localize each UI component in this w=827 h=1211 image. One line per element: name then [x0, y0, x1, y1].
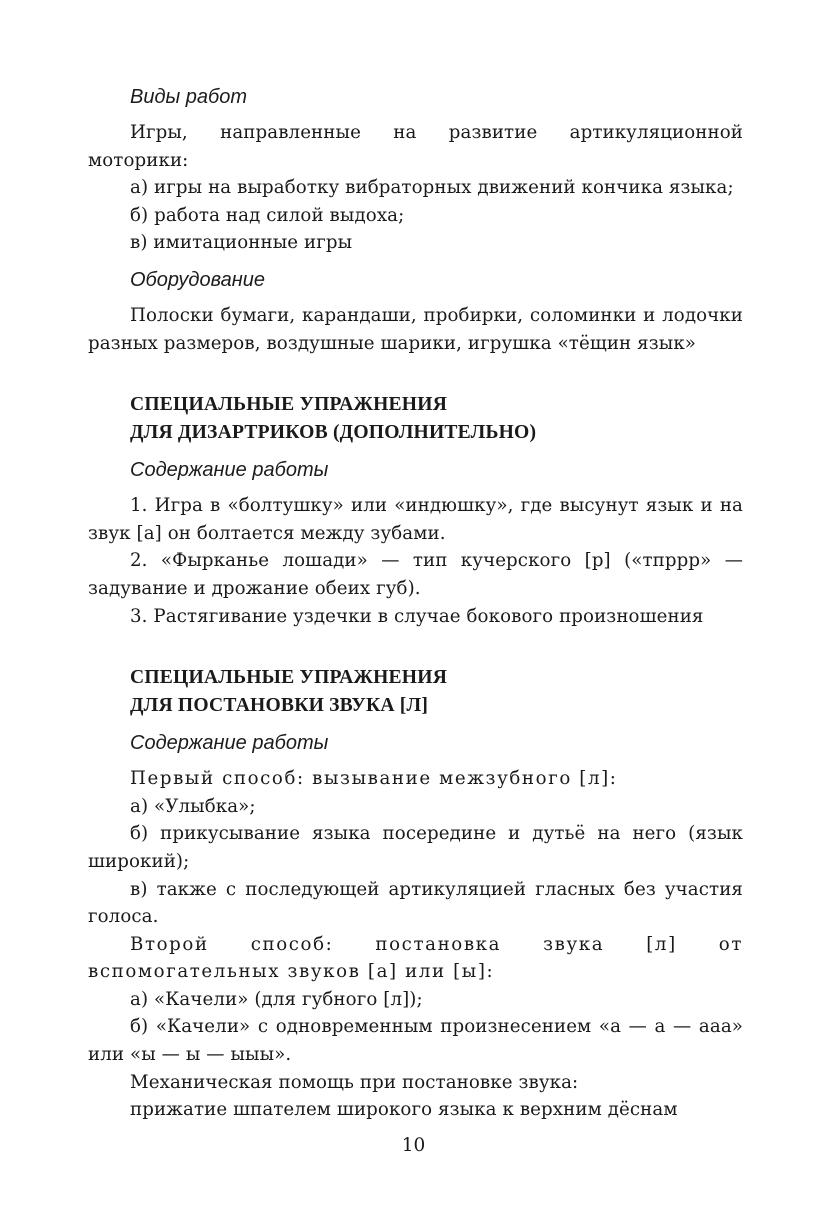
work-types-item-c: в) имитационные игры [130, 232, 353, 254]
l-method-1-item-c: в) также с последующей артикуляцией гласных без участия голоса. [88, 878, 743, 928]
subtitle-l-sound-content: Содержание работы [130, 732, 329, 755]
subtitle-dysarthria-content: Содержание работы [130, 459, 329, 482]
l-method-2: Второй способ: постановка звука [л] от вспомогательных звуков [а] или [ы]: [88, 933, 743, 983]
l-mechanical-help: Механическая помощь при постановке звука: [130, 1071, 579, 1093]
dysarthria-item-1: 1. Игра в «болтушку» или «индюшку», где высунут язык и на звук [а] он болтается между зубами. [88, 495, 743, 544]
l-method-1: Первый способ: вызывание межзубного [л]: [130, 768, 618, 790]
l-method-1-item-a: а) «Улыбка»; [130, 795, 256, 817]
work-types-item-a: а) игры на выработку вибраторных движений кончика языка; [130, 177, 734, 199]
heading-dysarthria-line2: ДЛЯ ДИЗАРТРИКОВ (ДОПОЛНИТЕЛЬНО) [130, 422, 537, 444]
l-mechanical-detail: прижатие шпателем широкого языка к верхним дёснам [130, 1099, 678, 1121]
equipment-text: Полоски бумаги, карандаши, пробирки, соломинки и лодочки разных размеров, воздушные шарики, игрушка «тёщин язык» [88, 304, 743, 354]
l-method-2-item-b: б) «Качели» с одновременным произнесением «а — а — ааа» или «ы — ы — ыыы». [88, 1016, 743, 1066]
dysarthria-item-3: 3. Растягивание уздечки в случае бокового произношения [130, 605, 704, 627]
dysarthria-item-2: 2. «Фырканье лошади» — тип кучерского [р] («тпррр» — задувание и дрожание обеих губ). [88, 550, 743, 599]
heading-l-sound-line2: ДЛЯ ПОСТАНОВКИ ЗВУКА [Л] [130, 695, 429, 717]
heading-dysarthria-line1: СПЕЦИАЛЬНЫЕ УПРАЖНЕНИЯ [130, 394, 448, 416]
page-content [88, 84, 743, 1124]
heading-l-sound-line1: СПЕЦИАЛЬНЫЕ УПРАЖНЕНИЯ [130, 667, 448, 689]
l-method-1-item-b: б) прикусывание языка посередине и дутьё на него (язык широкий); [88, 823, 743, 872]
page-number: 10 [401, 1135, 426, 1156]
l-method-2-item-a: а) «Качели» (для губного [л]); [130, 988, 423, 1010]
subtitle-work-types: Виды работ [130, 86, 248, 108]
subtitle-equipment: Оборудование [130, 268, 265, 291]
work-types-intro: Игры, направленные на развитие артикуляционной моторики: [88, 122, 743, 171]
work-types-item-b: б) работа над силой выдоха; [130, 204, 405, 226]
